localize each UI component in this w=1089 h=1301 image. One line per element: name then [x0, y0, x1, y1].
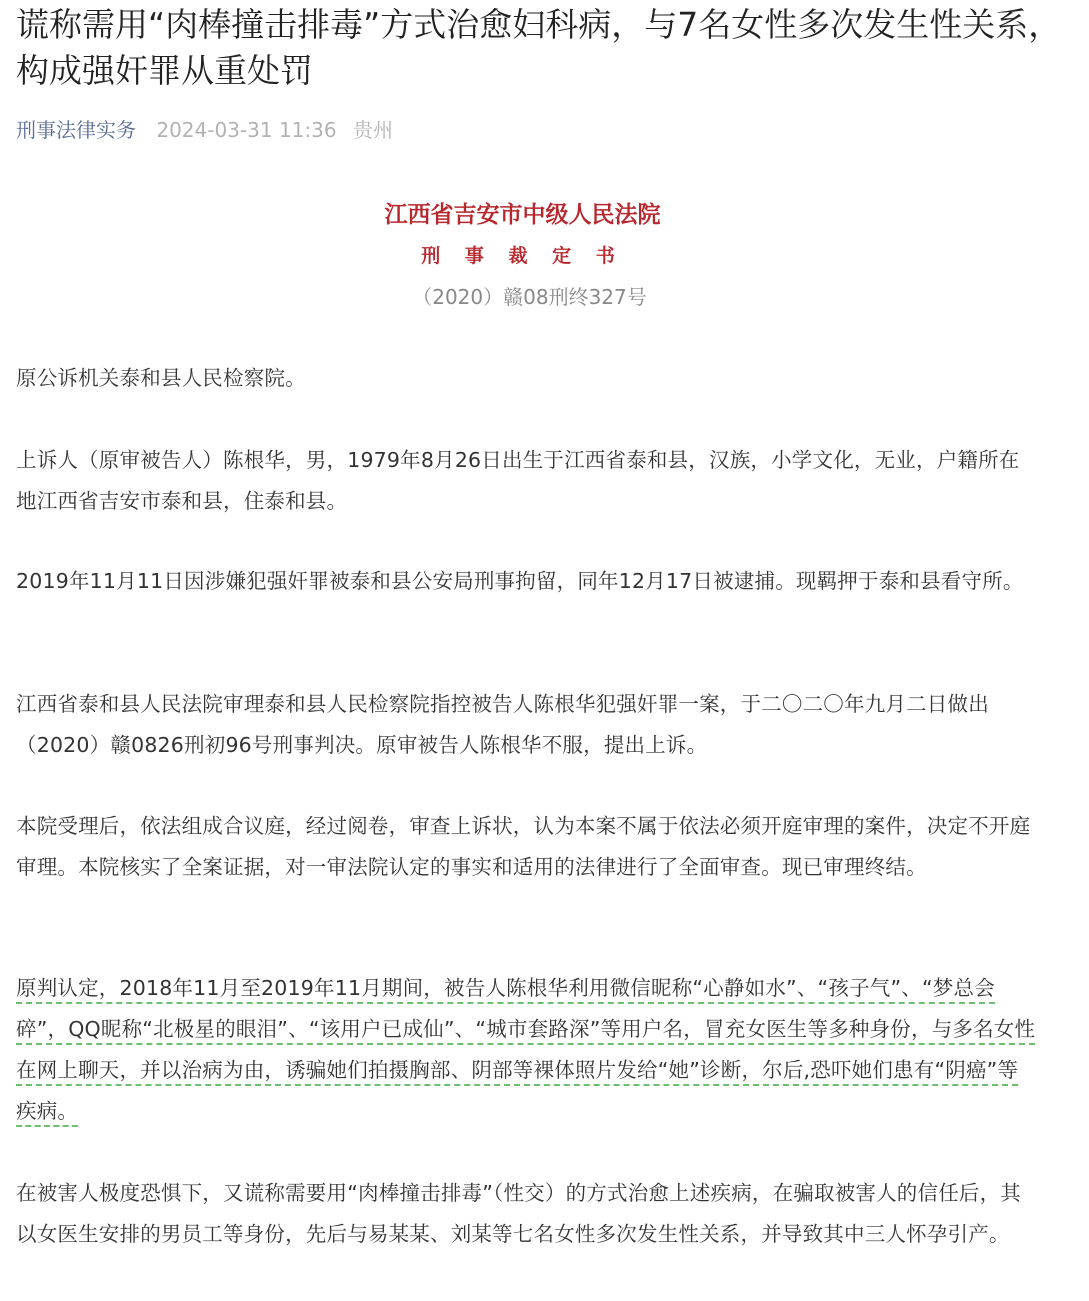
- paragraph-review: 本院受理后，依法组成合议庭，经过阅卷，审查上诉状，认为本案不属于依法必须开庭审理的案件，决定不开庭审理。本院核实了全案证据，对一审法院认定的事实和适用的法律进行了全面审查。现已审理终结。: [16, 814, 1031, 879]
- publish-location: 贵州: [352, 118, 393, 142]
- article-meta: [16, 116, 393, 144]
- paragraph-first-trial: 江西省泰和县人民法院审理泰和县人民检察院指控被告人陈根华犯强奸罪一案，于二〇二〇年九月二日做出（2020）赣0826刑初96号刑事判决。原审被告人陈根华不服，提出上诉。: [16, 692, 989, 757]
- court-name: 江西省吉安市中级人民法院: [384, 202, 661, 228]
- case-number: （2020）赣08刑终327号: [412, 285, 647, 309]
- article-title: 谎称需用“肉棒撞击排毒”方式治愈妇科病，与7名女性多次发生性关系，构成强奸罪从重处罚: [16, 5, 1062, 90]
- paragraph-findings: [16, 968, 1036, 1132]
- paragraph-prosecutor: 原公诉机关泰和县人民检察院。: [16, 366, 306, 390]
- account-name-link[interactable]: 刑事法律实务: [16, 118, 136, 142]
- paragraph-appellant: 上诉人（原审被告人）陈根华，男，1979年8月26日出生于江西省泰和县，汉族，小学文化，无业，户籍所在地江西省吉安市泰和县，住泰和县。: [16, 448, 1020, 513]
- paragraph-detention: 2019年11月11日因涉嫌犯强奸罪被泰和县公安局刑事拘留，同年12月17日被逮捕。现羁押于泰和县看守所。: [16, 569, 1024, 593]
- paragraph-deception: 在被害人极度恐惧下，又谎称需要用“肉棒撞击排毒”（性交）的方式治愈上述疾病，在骗取被害人的信任后，其以女医生安排的男员工等身份，先后与易某某、刘某等七名女性多次发生性关系，并导致其中三人怀孕引产。: [16, 1181, 1021, 1246]
- document-type: 刑 事 裁 定 书: [421, 245, 624, 267]
- underlined-findings-text: 原判认定，2018年11月至2019年11月期间，被告人陈根华利用微信昵称“心静如水”、“孩子气”、“梦总会碎”，QQ昵称“北极星的眼泪”、“该用户已成仙”、“城市套路深”等用户名，冒充女医生等多种身份，与多名女性在网上聊天，并以治病为由，诱骗她们拍摄胸部、阴部等裸体照片发给“她”诊断，尔后,恐吓她们患有“阴癌”等疾病。: [16, 976, 1035, 1127]
- publish-date: 2024-03-31 11:36: [156, 118, 337, 142]
